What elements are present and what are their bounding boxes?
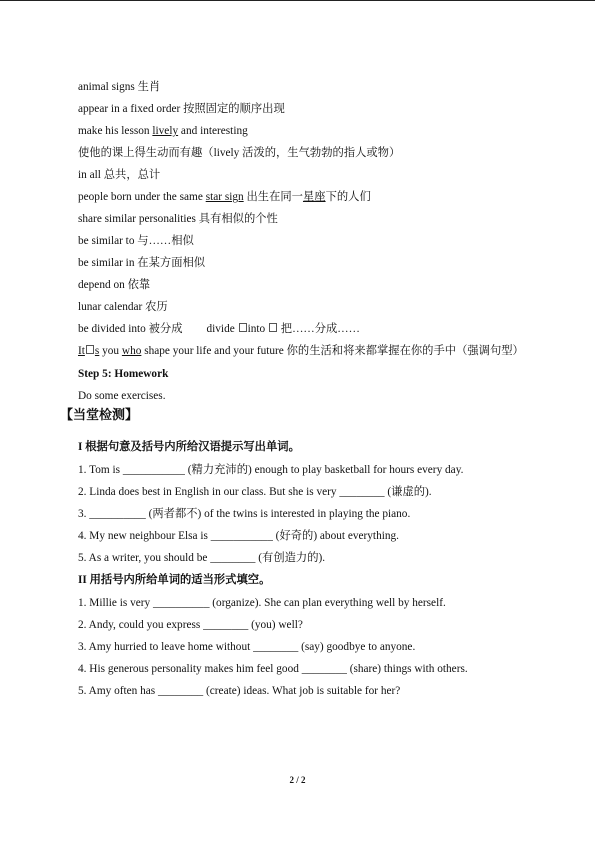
underlined-word: star sign xyxy=(205,191,244,203)
question-item: 1. Tom is ___________ (精力充沛的) enough to play basketball for hours every day. xyxy=(78,464,464,476)
underlined-word: 星座 xyxy=(302,191,326,203)
vocab-text: you xyxy=(99,345,122,357)
vocab-line: be similar to 与……相似 xyxy=(78,235,194,247)
vocab-line xyxy=(78,344,524,358)
page-number: 2 / 2 xyxy=(289,775,306,785)
underlined-word: lively xyxy=(152,125,179,137)
part1-heading: I 根据句意及括号内所给汉语提示写出单词。 xyxy=(78,441,300,453)
placeholder-box-icon xyxy=(269,323,277,332)
underlined-word-part: s xyxy=(94,345,100,357)
vocab-text: 把……分成…… xyxy=(277,323,360,335)
question-item: 3. Amy hurried to leave home without ________ (say) goodbye to anyone. xyxy=(78,641,416,653)
question-item: 3. __________ (两者都不) of the twins is interested in playing the piano. xyxy=(78,508,411,520)
vocab-line: in all 总共，总计 xyxy=(78,169,161,181)
vocab-text: and interesting xyxy=(178,125,248,137)
step5-title: Step 5: Homework xyxy=(78,368,169,380)
vocab-line xyxy=(78,124,248,138)
vocab-line: animal signs 生肖 xyxy=(78,81,161,93)
part2-heading: II 用括号内所给单词的适当形式填空。 xyxy=(78,574,271,586)
underlined-word xyxy=(78,345,99,357)
vocab-text: 出生在同一 xyxy=(243,191,303,203)
underlined-word-part: It xyxy=(78,345,85,357)
vocab-text: 下的人们 xyxy=(325,191,371,203)
underlined-word: who xyxy=(121,345,142,357)
question-item: 2. Linda does best in English in our class. But she is very ________ (谦虚的). xyxy=(78,486,432,498)
placeholder-box-icon xyxy=(86,345,94,354)
vocab-text: shape your life and your future 你的生活和将来都掌握在你的手中（强调句型） xyxy=(141,345,524,357)
vocab-text: people born under the same xyxy=(78,191,206,203)
vocab-text: divide xyxy=(206,323,235,335)
vocab-line: share similar personalities 具有相似的个性 xyxy=(78,213,278,225)
question-item: 4. My new neighbour Elsa is ___________ (好奇的) about everything. xyxy=(78,530,399,542)
vocab-text: be divided into 被分成 xyxy=(78,323,183,335)
vocab-line: appear in a fixed order 按照固定的顺序出现 xyxy=(78,103,285,115)
vocab-line: lunar calendar 农历 xyxy=(78,301,168,313)
vocab-line: be similar in 在某方面相似 xyxy=(78,257,206,269)
vocab-text: make his lesson xyxy=(78,125,153,137)
question-item: 1. Millie is very __________ (organize). She can plan everything well by herself. xyxy=(78,597,446,609)
vocab-line: 使他的课上得生动而有趣（lively 活泼的，生气勃勃的指人或物） xyxy=(78,147,401,159)
vocab-line xyxy=(78,190,371,204)
question-item: 2. Andy, could you express ________ (you) well? xyxy=(78,619,303,631)
question-item: 5. Amy often has ________ (create) ideas. What job is suitable for her? xyxy=(78,685,401,697)
step5-text: Do some exercises. xyxy=(78,390,166,402)
question-item: 5. As a writer, you should be ________ (有创造力的). xyxy=(78,552,326,564)
vocab-line: depend on 依靠 xyxy=(78,279,151,291)
vocab-line xyxy=(78,322,360,336)
placeholder-box-icon xyxy=(239,323,247,332)
question-item: 4. His generous personality makes him feel good ________ (share) things with others. xyxy=(78,663,468,675)
vocab-text: into xyxy=(247,323,266,335)
top-rule xyxy=(0,0,595,1)
section-title: 【当堂检测】 xyxy=(60,408,139,423)
